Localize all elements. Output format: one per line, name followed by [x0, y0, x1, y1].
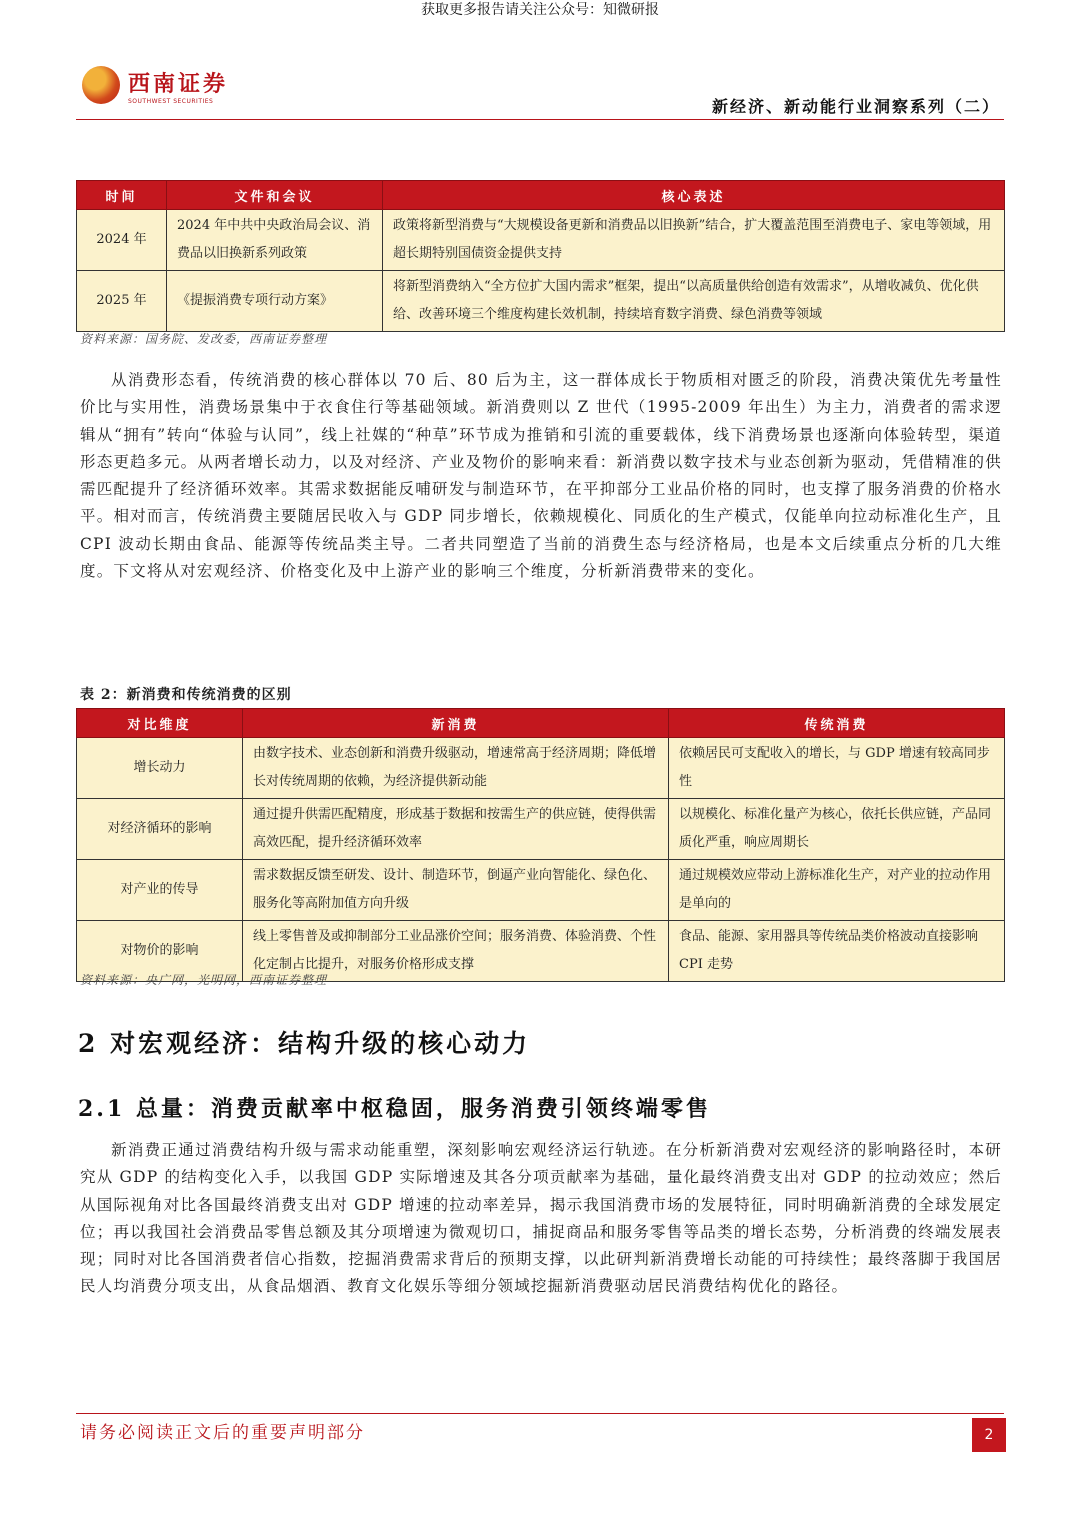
- table-header-cell: 时间: [77, 181, 167, 210]
- policy-table: [76, 180, 1005, 332]
- table-cell: 增长动力: [77, 738, 243, 799]
- table-cell: 通过规模效应带动上游标准化生产，对产业的拉动作用是单向的: [669, 860, 1005, 921]
- logo-subtext: SOUTHWEST SECURITIES: [128, 98, 214, 105]
- table-cell: 线上零售普及或抑制部分工业品涨价空间；服务消费、体验消费、个性化定制占比提升，对服务价格形成支撑: [243, 921, 669, 982]
- table-header-cell: 对比维度: [77, 709, 243, 738]
- table-cell: 2024 年: [77, 210, 167, 271]
- footer-notice: 请务必阅读正文后的重要声明部分: [80, 1423, 365, 1443]
- series-title: 新经济、新动能行业洞察系列（二）: [711, 97, 1000, 116]
- table-cell: 依赖居民可支配收入的增长，与 GDP 增速有较高同步性: [669, 738, 1005, 799]
- logo-emblem-icon: [82, 66, 120, 104]
- table-cell: 2024 年中共中央政治局会议、消费品以旧换新系列政策: [167, 210, 383, 271]
- table-cell: 对产业的传导: [77, 860, 243, 921]
- table-header-row: [77, 181, 1005, 210]
- top-note: 获取更多报告请关注公众号：知微研报: [421, 2, 659, 18]
- table-header-row: [77, 709, 1005, 738]
- table-header-cell: 传统消费: [669, 709, 1005, 738]
- table-cell: 通过提升供需匹配精度，形成基于数据和按需生产的供应链，使得供需高效匹配，提升经济循环效率: [243, 799, 669, 860]
- footer-divider: [76, 1413, 1004, 1414]
- table-cell: 2025 年: [77, 271, 167, 332]
- table-source: 资料来源：央广网，光明网，西南证券整理: [80, 973, 328, 987]
- table-cell: 将新型消费纳入“全方位扩大国内需求”框架，提出“以高质量供给创造有效需求”，从增收减负、优化供给、改善环境三个维度构建长效机制，持续培育数字消费、绿色消费等领域: [383, 271, 1005, 332]
- table-caption: 表 2：新消费和传统消费的区别: [80, 687, 292, 703]
- logo-text: 西南证券: [128, 71, 229, 97]
- section-heading: 2 对宏观经济：结构升级的核心动力: [78, 1029, 531, 1058]
- subsection-heading: 2.1 总量：消费贡献率中枢稳固，服务消费引领终端零售: [78, 1096, 711, 1122]
- table-cell: 食品、能源、家用器具等传统品类价格波动直接影响 CPI 走势: [669, 921, 1005, 982]
- table-row: [77, 799, 1005, 860]
- table-cell: 对物价的影响: [77, 921, 243, 982]
- table-cell: 需求数据反馈至研发、设计、制造环节，倒逼产业向智能化、绿色化、服务化等高附加值方向升级: [243, 860, 669, 921]
- table-row: [77, 738, 1005, 799]
- table-header-cell: 核心表述: [383, 181, 1005, 210]
- comparison-table: [76, 708, 1005, 982]
- table-cell: 对经济循环的影响: [77, 799, 243, 860]
- header-divider: [76, 119, 1004, 120]
- body-paragraph: 从消费形态看，传统消费的核心群体以 70 后、80 后为主，这一群体成长于物质相对匮乏的阶段，消费决策优先考量性价比与实用性，消费场景集中于衣食住行等基础领域。新消费则以 Z 世代（1995-2009 年出生）为主力，消费者的需求逻辑从“拥有”转向“体验与认同”，线上社媒的“种草”环节成为推销和引流的重要载体，线下消费场景也逐渐向体验转型，渠道形态更趋多元。从两者增长动力，以及对经济、产业及物价的影响来看：新消费以数字技术与业态创新为驱动，凭借精准的供需匹配提升了经济循环效率。其需求数据能反哺研发与制造环节，在平抑部分工业品价格的同时，也支撑了服务消费的价格水平。相对而言，传统消费主要随居民收入与 GDP 同步增长，依赖规模化、同质化的生产模式，仅能单向拉动标准化生产，且 CPI 波动长期由食品、能源等传统品类主导。二者共同塑造了当前的消费生态与经济格局，也是本文后续重点分析的几大维度。下文将从对宏观经济、价格变化及中上游产业的影响三个维度，分析新消费带来的变化。: [80, 371, 1002, 581]
- company-logo: [82, 66, 242, 112]
- table-cell: 政策将新型消费与“大规模设备更新和消费品以旧换新”结合，扩大覆盖范围至消费电子、家电等领域，用超长期特别国债资金提供支持: [383, 210, 1005, 271]
- table-cell: 以规模化、标准化量产为核心，依托长供应链，产品同质化严重，响应周期长: [669, 799, 1005, 860]
- table-row: [77, 860, 1005, 921]
- table-header-cell: 文件和会议: [167, 181, 383, 210]
- body-paragraph: 新消费正通过消费结构升级与需求动能重塑，深刻影响宏观经济运行轨迹。在分析新消费对宏观经济的影响路径时，本研究从 GDP 的结构变化入手，以我国 GDP 实际增速及其各分项贡献率为基础，量化最终消费支出对 GDP 的拉动效应；然后从国际视角对比各国最终消费支出对 GDP 增速的拉动率差异，揭示我国消费市场的发展特征，同时明确新消费的全球发展定位；再以我国社会消费品零售总额及其分项增速为微观切口，捕捉商品和服务零售等品类的增长态势，分析消费的终端发展表现；同时对比各国消费者信心指数，挖掘消费需求背后的预期支撑，以此研判新消费增长动能的可持续性；最终落脚于我国居民人均消费分项支出，从食品烟酒、教育文化娱乐等细分领域挖掘新消费驱动居民消费结构优化的路径。: [80, 1141, 1002, 1296]
- table-cell: 由数字技术、业态创新和消费升级驱动，增速常高于经济周期；降低增长对传统周期的依赖，为经济提供新动能: [243, 738, 669, 799]
- table-header-cell: 新消费: [243, 709, 669, 738]
- table-row: [77, 271, 1005, 332]
- table-cell: 《提振消费专项行动方案》: [167, 271, 383, 332]
- table-source: 资料来源：国务院、发改委，西南证券整理: [80, 332, 328, 346]
- page-number: 2: [972, 1418, 1006, 1452]
- table-row: [77, 210, 1005, 271]
